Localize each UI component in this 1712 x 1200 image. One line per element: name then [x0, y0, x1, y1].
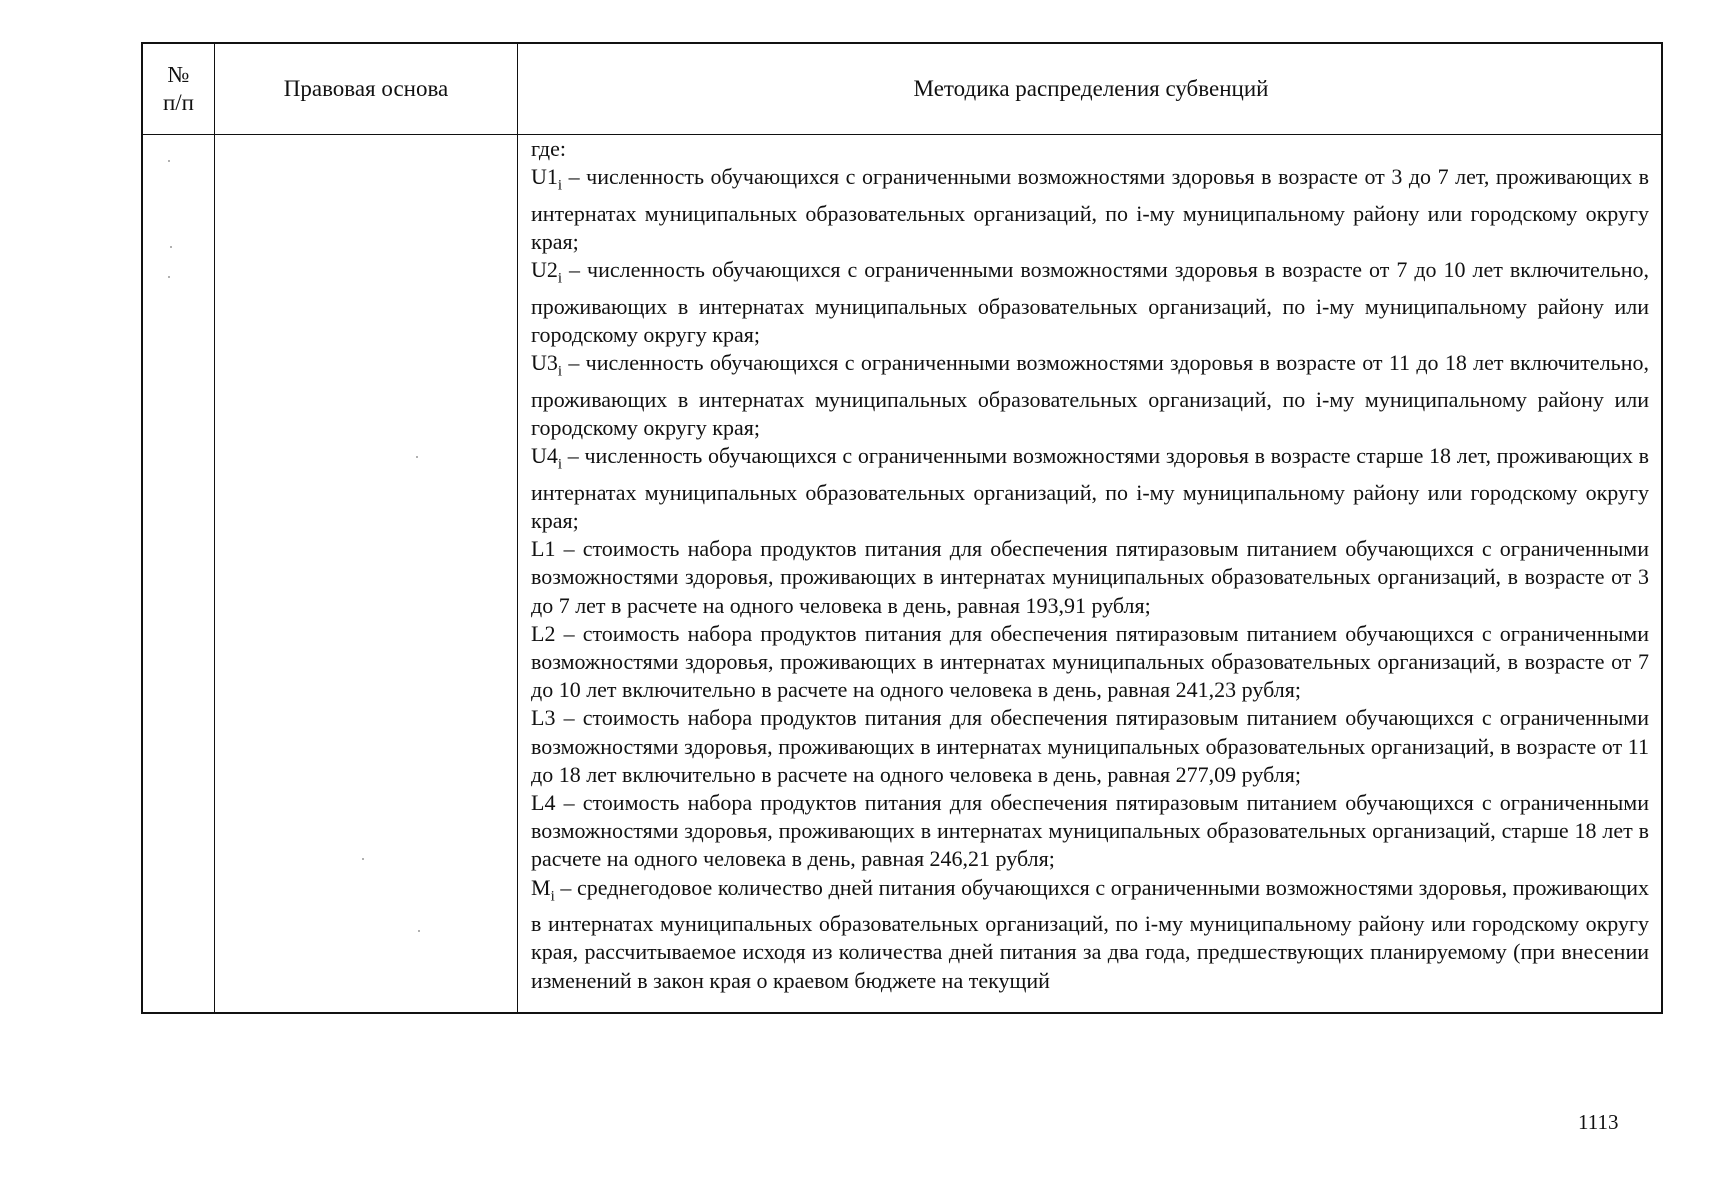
header-number-symbol: № — [167, 62, 190, 87]
definition-paragraph — [531, 789, 1649, 874]
definition-text: – стоимость набора продуктов питания для обеспечения пятиразовым питанием обучающихся с ограниченными возможностями здоровья, проживающих в интернатах муниципальных образовательных организаций, в возрасте от 7 до 10 лет включительно в расчете на одного человека в день, равная 241,23 рубля; — [531, 620, 1649, 703]
variable-subscript: i — [557, 363, 563, 380]
header-number-abbrev: п/п — [162, 90, 194, 115]
definition-text: – стоимость набора продуктов питания для обеспечения пятиразовым питанием обучающихся с ограниченными возможностями здоровья, проживающих в интернатах муниципальных образовательных организаций, в возрасте от 11 до 18 лет включительно в расчете на одного человека в день, равная 277,09 рубля; — [531, 705, 1649, 787]
intro-text: где: — [531, 136, 566, 161]
definition-paragraph — [531, 874, 1649, 995]
variable-symbol: U2 — [531, 257, 558, 283]
definition-text: – численность обучающихся с ограниченными возможностями здоровья в возрасте старше 18 лет, проживающих в интернатах муниципальных образовательных организаций, по i-му муниципальному району или городскому округу края; — [531, 443, 1649, 533]
definition-text: – стоимость набора продуктов питания для обеспечения пятиразовым питанием обучающихся с ограниченными возможностями здоровья, проживающих в интернатах муниципальных образовательных организаций, в возрасте от 3 до 7 лет в расчете на одного человека в день, равная 193,91 рубля; — [531, 536, 1649, 618]
definition-paragraph — [531, 163, 1649, 256]
definition-text: – численность обучающихся с ограниченными возможностями здоровья в возрасте от 3 до 7 лет, проживающих в интернатах муниципальных образовательных организаций, по i-му муниципальному району или городскому округу края; — [531, 164, 1649, 254]
variable-symbol: L1 — [531, 536, 556, 562]
definition-paragraph — [531, 442, 1649, 535]
header-number — [143, 44, 214, 134]
definition-text: – стоимость набора продуктов питания для обеспечения пятиразовым питанием обучающихся с ограниченными возможностями здоровья, проживающих в интернатах муниципальных образовательных организаций, старше 18 лет в расчете на одного человека в день, равная 246,21 рубля; — [531, 790, 1649, 872]
definition-paragraph — [531, 349, 1649, 442]
variable-subscript: i — [550, 888, 555, 905]
methodology-text — [519, 135, 1659, 995]
variable-subscript: i — [557, 270, 563, 287]
document-table — [141, 42, 1663, 1014]
variable-subscript: i — [557, 456, 563, 473]
definitions-list — [531, 163, 1649, 995]
variable-symbol: M — [531, 874, 551, 900]
variable-symbol: L2 — [531, 620, 556, 646]
definition-text: – среднегодовое количество дней питания обучающихся с ограниченными возможностями здоровья, проживающих в интернатах муниципальных образовательных организаций, по i-му муниципальному району или городскому округу края, рассчитываемое исходя из количества дней питания за два года, предшествующих планируемому (при внесении изменений в закон края о краевом бюджете на текущий — [531, 874, 1649, 993]
variable-symbol: L3 — [531, 705, 556, 731]
header-legal-basis: Правовая основа — [283, 76, 449, 101]
methodology-cell — [519, 135, 1659, 1014]
variable-symbol: U4 — [531, 443, 558, 469]
definition-text: – численность обучающихся с ограниченными возможностями здоровья в возрасте от 11 до 18 лет включительно, проживающих в интернатах муниципальных образовательных организаций, по i-му муниципальному району или городскому округу края; — [531, 350, 1649, 440]
definition-paragraph — [531, 535, 1649, 620]
page-number: 1113 — [1578, 1110, 1619, 1134]
variable-symbol: U3 — [531, 350, 558, 376]
variable-symbol: L4 — [531, 790, 556, 816]
definition-paragraph — [531, 704, 1649, 789]
variable-symbol: U1 — [531, 164, 558, 190]
column-divider — [214, 44, 215, 1012]
header-methodology: Методика распределения субвенций — [913, 76, 1269, 101]
column-divider — [517, 44, 518, 1012]
definition-text: – численность обучающихся с ограниченными возможностями здоровья в возрасте от 7 до 10 лет включительно, проживающих в интернатах муниципальных образовательных организаций, по i-му муниципальному району или городскому округу края; — [531, 257, 1649, 347]
definition-paragraph — [531, 256, 1649, 349]
variable-subscript: i — [557, 177, 563, 194]
definition-paragraph — [531, 620, 1649, 705]
